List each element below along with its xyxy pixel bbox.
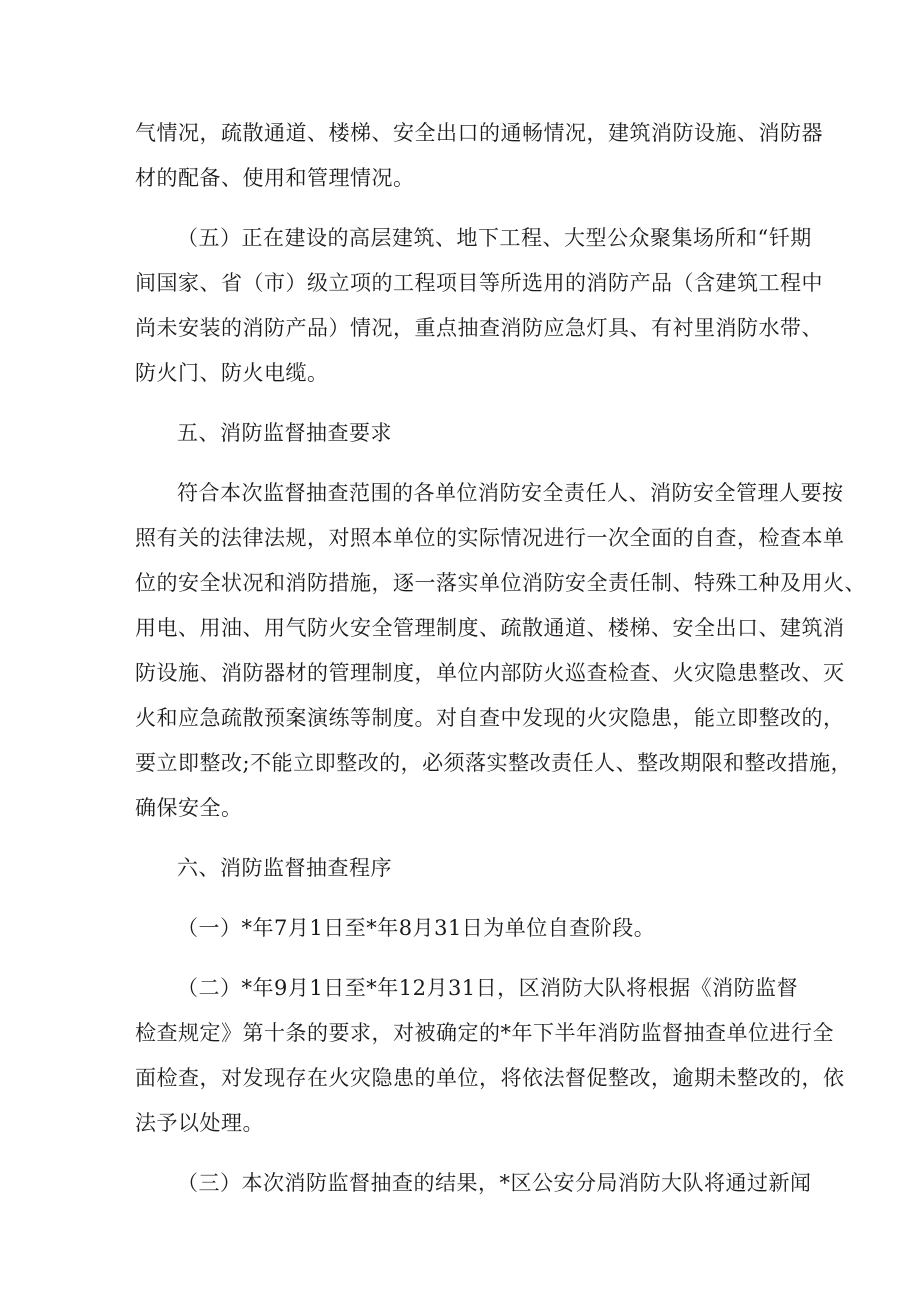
text-line: 位的安全状况和消防措施，逐一落实单位消防安全责任制、特殊工种及用火、: [135, 571, 866, 595]
section-heading-five: [135, 411, 805, 456]
text-line: 防设施、消防器材的管理制度，单位内部防火巡查检查、火灾隐患整改、灭: [135, 661, 845, 685]
document-body: [135, 111, 866, 1221]
text-line: 气情况，疏散通道、楼梯、安全出口的通畅情况，建筑消防设施、消防器: [135, 121, 823, 145]
text-line: 间国家、省（市）级立项的工程项目等所选用的消防产品（含建筑工程中: [135, 271, 823, 295]
paragraph-requirements: [135, 471, 866, 831]
text-line: （三）本次消防监督抽查的结果，*区公安分局消防大队将通过新闻: [177, 1171, 812, 1195]
text-line: （五）正在建设的高层建筑、地下工程、大型公众聚集场所和“钎期: [177, 226, 812, 250]
text-line: 法予以处理。: [135, 1111, 264, 1135]
paragraph-step-two: [135, 966, 845, 1146]
paragraph-step-one: [135, 906, 805, 951]
text-line: （二）*年9月1日至*年12月31日，区消防大队将根据《消防监督: [177, 976, 799, 1000]
text-line: 符合本次监督抽查范围的各单位消防安全责任人、消防安全管理人要按: [177, 481, 844, 505]
paragraph-continuation: [135, 111, 823, 201]
text-line: 检查规定》第十条的要求，对被确定的*年下半年消防监督抽查单位进行全: [135, 1021, 834, 1045]
section-heading-six: [135, 846, 805, 891]
text-line: 防火门、防火电缆。: [135, 361, 329, 385]
text-line: （一）*年7月1日至*年8月31日为单位自查阶段。: [177, 916, 656, 940]
text-line: 五、消防监督抽查要求: [177, 421, 392, 445]
text-line: 火和应急疏散预案演练等制度。对自查中发现的火灾隐患，能立即整改的，: [135, 706, 845, 730]
text-line: 面检查，对发现存在火灾隐患的单位，将依法督促整改，逾期未整改的，依: [135, 1066, 845, 1090]
paragraph-item-five: [135, 216, 823, 396]
paragraph-step-three: [135, 1161, 812, 1206]
text-line: 用电、用油、用气防火安全管理制度、疏散通道、楼梯、安全出口、建筑消: [135, 616, 845, 640]
text-line: 尚未安装的消防产品）情况，重点抽查消防应急灯具、有衬里消防水带、: [135, 316, 823, 340]
text-line: 六、消防监督抽查程序: [177, 856, 392, 880]
text-line: 材的配备、使用和管理情况。: [135, 166, 415, 190]
text-line: 照有关的法律法规，对照本单位的实际情况进行一次全面的自查，检查本单: [135, 526, 845, 550]
text-line: 确保安全。: [135, 796, 243, 820]
text-line: 要立即整改;不能立即整改的，必须落实整改责任人、整改期限和整改措施，: [135, 751, 853, 775]
